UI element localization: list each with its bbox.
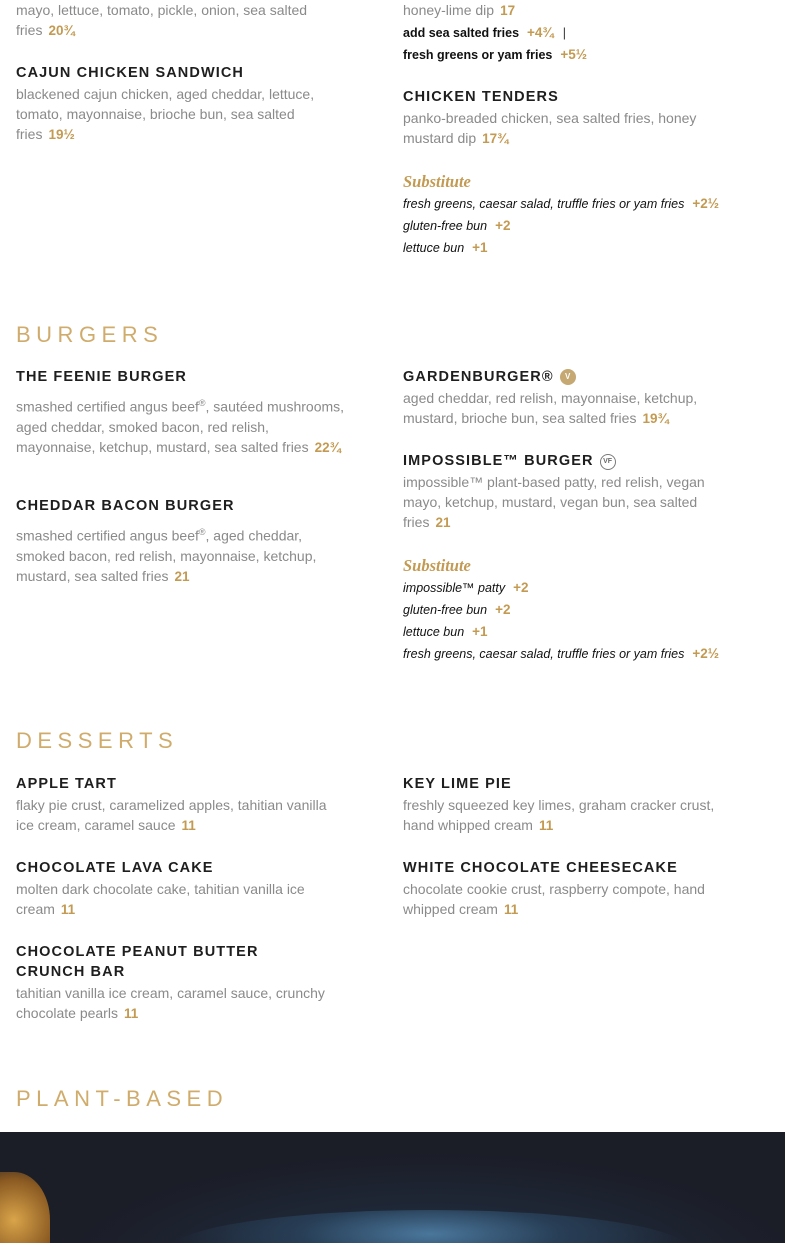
addon-separator: | — [562, 26, 566, 40]
item-name: CHOCOLATE LAVA CAKE — [16, 860, 214, 876]
sandwich-partial-right — [403, 0, 743, 66]
item-description: honey-lime dip 17 — [403, 2, 516, 18]
menu-item-chocolate-peanut-butter-crunch-bar — [16, 942, 346, 1024]
registered-mark: ® — [198, 398, 206, 408]
item-name: IMPOSSIBLE™ BURGER VF — [403, 451, 743, 471]
item-price: 21 — [174, 568, 190, 584]
substitute-line: fresh greens, caesar salad, truffle fries or yam fries +2½ — [403, 196, 720, 211]
substitute-title: Substitute — [403, 172, 471, 191]
menu-item-key-lime-pie — [403, 774, 743, 836]
item-name: GARDENBURGER® V — [403, 367, 743, 387]
item-price: 11 — [503, 902, 519, 917]
substitute-price: +1 — [472, 624, 488, 639]
item-price: 17¾ — [482, 131, 509, 146]
item-description: molten dark chocolate cake, tahitian vanilla ice cream 11 — [16, 881, 305, 917]
item-price: 21 — [435, 515, 451, 530]
registered-mark: ® — [198, 527, 206, 537]
sandwich-partial-left — [16, 0, 346, 41]
menu-item-chocolate-lava-cake — [16, 858, 346, 920]
substitute-line: lettuce bun +1 — [403, 240, 488, 255]
item-name: CHICKEN TENDERS — [403, 89, 559, 105]
substitute-line: gluten-free bun +2 — [403, 218, 511, 233]
item-description: tahitian vanilla ice cream, caramel sauce, crunchy chocolate pearls 11 — [16, 985, 325, 1021]
substitute-price: +2½ — [692, 646, 720, 661]
vegetarian-badge-icon: V — [560, 369, 576, 385]
menu-item-feenie-burger — [16, 367, 346, 458]
item-description: chocolate cookie crust, raspberry compote, hand whipped cream 11 — [403, 881, 705, 917]
item-price: 11 — [538, 818, 554, 833]
item-description: flaky pie crust, caramelized apples, tahitian vanilla ice cream, caramel sauce 11 — [16, 797, 327, 833]
substitute-block-burgers — [403, 555, 743, 665]
substitute-price: +2 — [495, 218, 511, 233]
item-description: blackened cajun chicken, aged cheddar, lettuce, tomato, mayonnaise, brioche bun, sea salted fries 19½ — [16, 86, 315, 142]
substitute-price: +2½ — [692, 196, 720, 211]
menu-item-apple-tart — [16, 774, 346, 836]
addon-price: +5½ — [560, 47, 588, 62]
item-description: impossible™ plant-based patty, red relish, vegan mayo, ketchup, mustard, vegan bun, sea salted fries 21 — [403, 474, 705, 530]
substitute-line: impossible™ patty +2 — [403, 580, 529, 595]
item-price: 20¾ — [48, 23, 75, 38]
item-name: KEY LIME PIE — [403, 776, 512, 792]
menu-item-impossible-burger — [403, 451, 743, 533]
item-price: 22¾ — [314, 439, 341, 455]
menu-item-cajun-chicken-sandwich — [16, 63, 346, 145]
item-price: 11 — [123, 1006, 139, 1021]
item-name: THE FEENIE BURGER — [16, 369, 187, 385]
item-description: mayo, lettuce, tomato, pickle, onion, sea salted fries 20¾ — [16, 2, 308, 38]
menu-item-cheddar-bacon-burger — [16, 496, 346, 587]
section-heading-desserts: DESSERTS — [16, 728, 179, 753]
menu-item-white-chocolate-cheesecake — [403, 858, 743, 920]
item-price: 19¾ — [642, 411, 669, 426]
menu-item-chicken-tenders — [403, 87, 743, 149]
substitute-line: gluten-free bun +2 — [403, 602, 511, 617]
item-name: APPLE TART — [16, 776, 117, 792]
item-description: freshly squeezed key limes, graham cracker crust, hand whipped cream 11 — [403, 797, 715, 833]
substitute-line: lettuce bun +1 — [403, 624, 488, 639]
vegan-friendly-badge-icon: VF — [600, 454, 616, 470]
substitute-block-sandwiches — [403, 171, 743, 259]
addon-line: fresh greens or yam fries +5½ — [403, 47, 588, 62]
item-description: aged cheddar, red relish, mayonnaise, ketchup, mustard, brioche bun, sea salted fries 19¾ — [403, 390, 698, 426]
food-photo — [0, 1132, 785, 1243]
addon-price: +4¾ — [527, 25, 554, 40]
substitute-price: +1 — [472, 240, 488, 255]
item-name: CAJUN CHICKEN SANDWICH — [16, 65, 245, 81]
addon-list — [403, 22, 743, 66]
item-price: 19½ — [48, 127, 75, 142]
item-price: 11 — [60, 902, 76, 917]
section-heading-plant-based: PLANT-BASED — [16, 1086, 229, 1111]
item-description: panko-breaded chicken, sea salted fries, honey mustard dip 17¾ — [403, 110, 697, 146]
menu-item-gardenburger — [403, 367, 743, 429]
substitute-title: Substitute — [403, 556, 471, 575]
substitute-price: +2 — [495, 602, 511, 617]
substitute-price: +2 — [513, 580, 529, 595]
item-description: smashed certified angus beef®, sautéed mushrooms, aged cheddar, smoked bacon, red relish, mayonnaise, ketchup, mustard, sea salted fries 22¾ — [16, 398, 345, 455]
item-name: WHITE CHOCOLATE CHEESECAKE — [403, 860, 678, 876]
item-name: CHEDDAR BACON BURGER — [16, 498, 235, 514]
substitute-line: fresh greens, caesar salad, truffle fries or yam fries +2½ — [403, 646, 720, 661]
item-price: 17 — [500, 3, 516, 18]
item-name: CHOCOLATE PEANUT BUTTER CRUNCH BAR — [16, 944, 259, 980]
section-heading-burgers: BURGERS — [16, 322, 164, 347]
item-description: smashed certified angus beef®, aged cheddar, smoked bacon, red relish, mayonnaise, ketchup, mustard, sea salted fries 21 — [16, 527, 317, 584]
addon-line: add sea salted fries +4¾ | — [403, 22, 743, 44]
item-price: 11 — [181, 818, 196, 833]
